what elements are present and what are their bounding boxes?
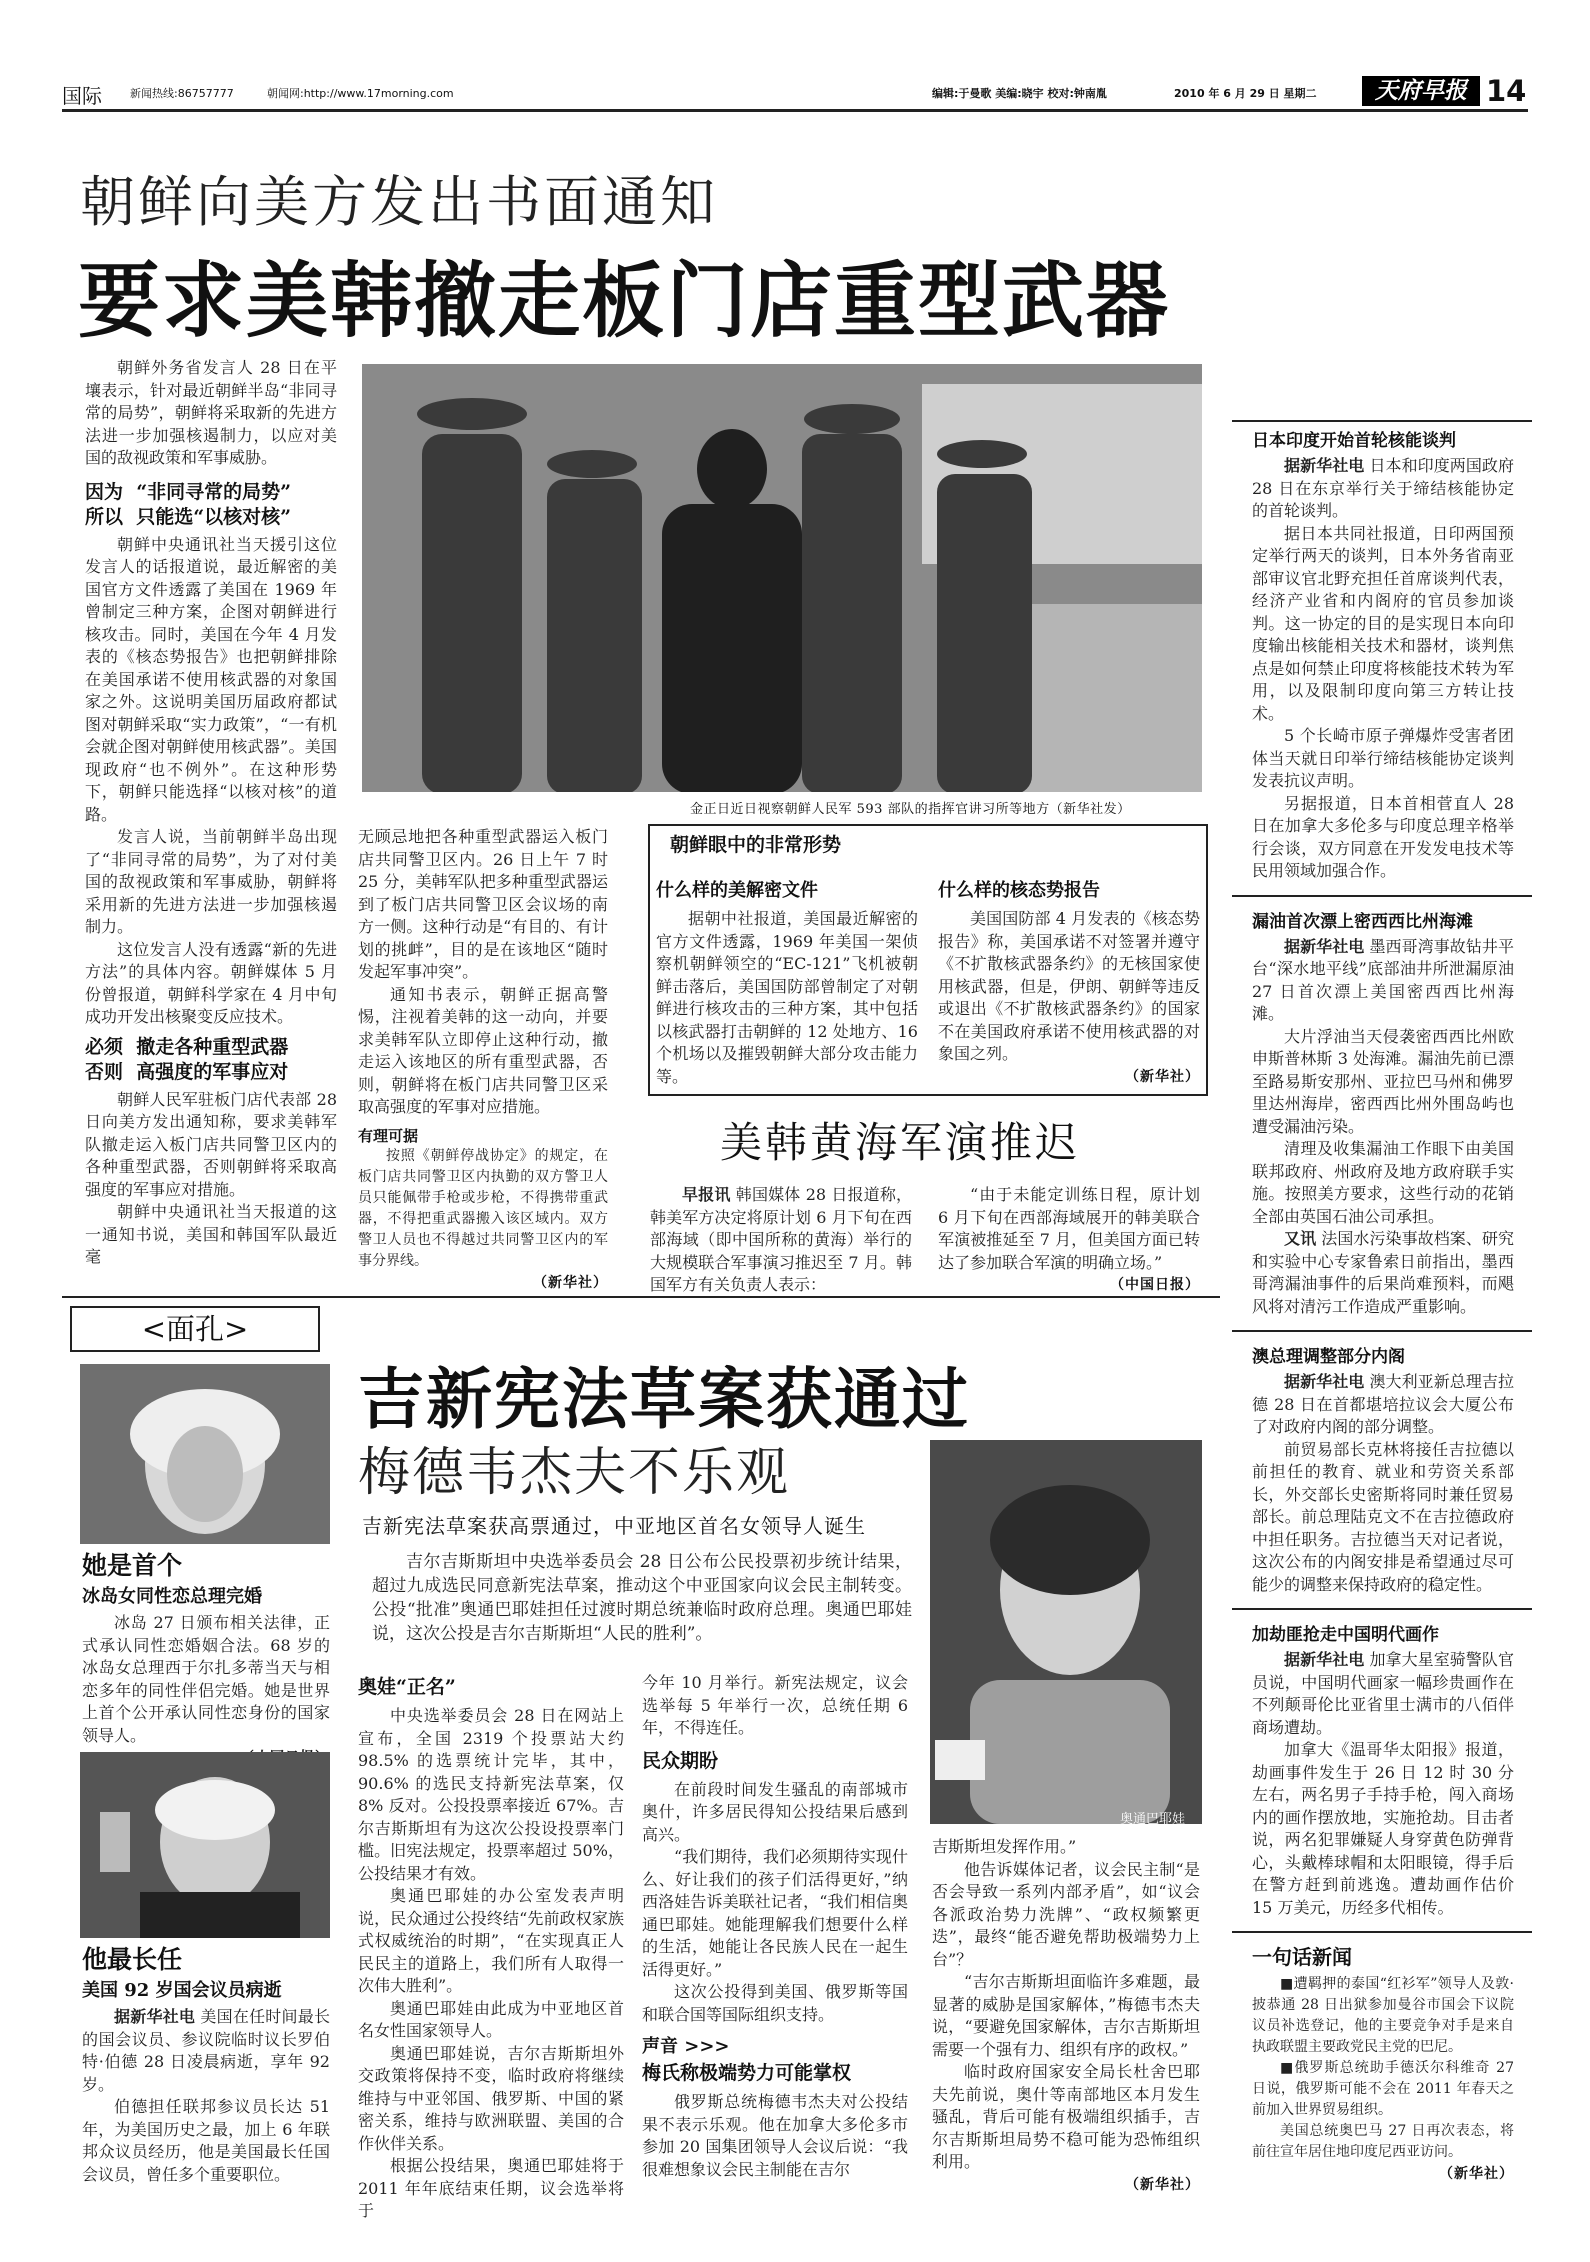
brief1-title: 日本印度开始首轮核能谈判 xyxy=(1252,431,1456,451)
faces-h2: 他最长任 xyxy=(82,1945,183,1974)
sub2-c: 否则 xyxy=(85,1060,124,1083)
para1: 朝鲜中央通讯社当天援引这位发言人的话报道说，最近解密的美国官方文件透露了美国在 1969 年曾制定三种方案，企图对朝鲜进行核攻击。同时，美国在今年 4 月发表的《核态势报告》也把朝鲜排除在美国承诺不使用核武器的对象国家之外。这说明美国历届政府都试图对朝鲜采取“实力政策”，“一有机会就企图对朝鲜使用核武器”。美国现政府“也不例外”。在这种形势下，朝鲜只能选择“以核对核”的道路。 xyxy=(85,534,337,824)
faces-t1: 冰岛 27 日颁布相关法律，正式承认同性恋婚姻合法。68 岁的冰岛女总理西于尔扎多蒂当天与相恋多年的同性伴侣完婚。她是世界上首个公开承认同性恋身份的国家领导人。 xyxy=(82,1613,330,1745)
kg-c3b: 他告诉媒体记者，议会民主制“是否会导致一系列内部矛盾”，如“议会各派政治势力洗牌”、“政权频繁更迭”，最终“能否避免帮助极端势力上台”？ xyxy=(932,1859,1200,1969)
oneline-e3: 美国总统奥巴马 27 日再次表态，将前往宣年居住地印度尼西亚访问。 xyxy=(1252,2123,1514,2160)
kg-col3 xyxy=(932,1836,1200,2194)
para4: 朝鲜人民军驻板门店代表部 28 日向美方发出通知称，要求美韩军队撤走运入板门店共同警卫区内的各种重型武器，否则朝鲜将采取高强度的军事应对措施。 xyxy=(85,1089,337,1199)
kg-c3d: 临时政府国家安全局长杜舍巴耶夫先前说，奥什等南部地区本月发生骚乱，背后可能有极端组织插手，吉尔吉斯斯坦局势不稳可能为恐怖组织利用。 xyxy=(932,2062,1200,2171)
drill-lead: 早报讯 xyxy=(682,1185,731,1204)
brief2-b3: 清理及收集漏油工作眼下由美国联邦政府、州政府及地方政府联手实施。按照美方要求，这些行动的花销全部由英国石油公司承担。 xyxy=(1252,1139,1514,1226)
drill-col1 xyxy=(650,1184,912,1297)
kg-c2c: “我们期待，我们必须期待实现什么、好让我们的孩子们活得更好，”纳西洛娃告诉美联社记者，“我们相信奥通巴耶娃。她能理解我们想要什么样的生活，她能让各民族人民在一起生活得更好。” xyxy=(642,1847,908,1979)
brief2-b4-text: 法国水污染事故档案、研究和实验中心专家鲁索日前指出，墨西哥湾漏油事件的后果尚难预料，而飓风将对清污工作造成严重影响。 xyxy=(1252,1229,1514,1316)
sidebar-t1: 据朝中社报道，美国最近解密的官方文件透露，1969 年美国一架侦察机朝鲜领空的“EC-121”飞机被朝鲜击落后，美国国防部曾制定了对朝鲜进行核攻击的三种方案，其中包括以核武器打击朝鲜的 12 处地方、16 个机场以及摧毁朝鲜大部分攻击能力等。 xyxy=(656,909,918,1086)
brief4-d1 xyxy=(1252,1649,1514,1739)
sidebar-t2: 美国国防部 4 月发表的《核态势报告》称，美国承诺不对签署并遵守《不扩散核武器条约》的无核国家使用核武器，但是，伊朗、朝鲜等违反或退出《不扩散核武器条约》的国家不在美国政府承诺不使用核武器的对象国之列。 xyxy=(938,909,1200,1063)
brief2-lead2: 又讯 xyxy=(1284,1229,1317,1248)
credit-main: （新华社） xyxy=(533,1274,608,1291)
brief2-title: 漏油首次漂上密西西比州海滩 xyxy=(1252,911,1473,932)
brief4-d1-text: 加拿大星室骑警队官员说，中国明代画家一幅珍贵画作在不列颠哥伦比亚省里士满市的八佰伴商场遭劫。 xyxy=(1252,1650,1514,1737)
editors: 编辑:于曼歌 美编:晓宇 校对:钟南胤 xyxy=(932,87,1107,100)
kg-photo xyxy=(930,1440,1202,1824)
header-bar xyxy=(62,74,1528,108)
main-col1 xyxy=(85,357,337,1269)
faces-label: <面孔> xyxy=(70,1306,320,1352)
kg-sub: 梅德韦杰夫不乐观 xyxy=(358,1443,791,1503)
kicker: 朝鲜向美方发出书面通知 xyxy=(80,170,719,234)
right-column xyxy=(1252,426,1514,2183)
para5: 朝鲜中央通讯社当天报道的这一通知书说，美国和韩国军队最近毫 xyxy=(85,1202,337,1266)
kg-photo-caption: 奥通巴耶娃 xyxy=(1120,1812,1186,1827)
drill-col2 xyxy=(938,1184,1200,1294)
faces-lead2: 据新华社电 xyxy=(114,2007,196,2026)
sidebar-h2: 什么样的核态势报告 xyxy=(938,880,1100,901)
sidebar-title: 朝鲜眼中的非常形势 xyxy=(664,830,847,857)
brief2-b1 xyxy=(1252,936,1514,1026)
right-col-rule xyxy=(1232,420,1532,422)
kg-c1d: 奥通巴耶娃说，吉尔吉斯斯坦外交政策将保持不变，临时政府将继续维持与中亚邻国、俄罗斯、中国的紧密关系，维持与欧洲联盟、美国的合作伙伴关系。 xyxy=(358,2043,624,2153)
faces-t3: 伯德担任联邦参议员长达 51 年，为美国历史之最，加上 6 年联邦众议员经历，他是美国最长任国会议员，曾任多个重要职位。 xyxy=(82,2097,330,2184)
sub2-a: 必须 xyxy=(85,1035,124,1058)
main-col2 xyxy=(358,826,608,1292)
para6: 无顾忌地把各种重型武器运入板门店共同警卫区内。26 日上午 7 时 25 分，美韩军队把多种重型武器运到了板门店共同警卫区会议场的南方一侧。这种行动是“有目的、有计划的挑衅”，目的是在该地区“随时发起军事冲突”。 xyxy=(358,827,608,981)
kg-h3b: 梅氏称极端势力可能掌权 xyxy=(642,2062,852,2084)
kg-h1: 奥娃“正名” xyxy=(358,1676,456,1698)
kg-c2d: 这次公投得到美国、俄罗斯等国和联合国等国际组织支持。 xyxy=(642,1982,908,2024)
kg-c1b: 奥通巴耶娃的办公室发表声明说，民众通过公投终结“先前政权家族式权威统治的时期”，“在实现真正人民民主的道路上，我们所有人取得一次伟大胜利”。 xyxy=(358,1886,624,1995)
sub1-c: 所以 xyxy=(85,505,124,528)
box-title: 有理可据 xyxy=(358,1126,419,1145)
kg-c2b: 在前段时间发生骚乱的南部城市奥什，许多居民得知公投结果后感到高兴。 xyxy=(642,1779,908,1844)
website: 朝闻网:http://www.17morning.com xyxy=(267,87,454,100)
brief4-title: 加劫匪抢走中国明代画作 xyxy=(1252,1625,1439,1645)
brief2-lead: 据新华社电 xyxy=(1284,936,1365,956)
para3: 这位发言人没有透露“新的先进方法”的具体内容。朝鲜媒体 5 月份曾报道，朝鲜科学家在 4 月中旬成功开发出核聚变反应技术。 xyxy=(85,939,337,1026)
faces-s2: 美国 92 岁国会议员病逝 xyxy=(82,1980,282,2001)
sidebar-col2 xyxy=(938,876,1200,1086)
brief3-c2: 前贸易部长克林将接任吉拉德以前担任的教育、就业和劳资关系部长，外交部长史密斯将同时兼任贸易部长。前总理陆克文不在吉拉德政府中担任职务。吉拉德当天对记者说，这次公布的内阁安排是希望通过尽可能少的调整来保持政府的稳定性。 xyxy=(1252,1439,1514,1594)
brief1-a2: 据日本共同社报道，日印两国预定举行两天的谈判，日本外务省南亚部审议官北野充担任首席谈判代表，经济产业省和内阁府的官员参加谈判。这一协定的目的是实现日本向印度输出核能相关技术和器材，谈判焦点是如何禁止印度将核能技术转为军用，以及限制印度向第三方转让技术。 xyxy=(1252,523,1514,723)
photo-caption: 金正日近日视察朝鲜人民军 593 部队的指挥官讲习所等地方（新华社发） xyxy=(690,802,1131,817)
section-divider xyxy=(62,1296,1220,1298)
brief3-c1 xyxy=(1252,1371,1514,1439)
kg-c1c: 奥通巴耶娃由此成为中亚地区首名女性国家领导人。 xyxy=(358,1998,624,2040)
sub2-d: 高强度的军事应对 xyxy=(136,1060,289,1083)
oneline-e2: ■俄罗斯总统助手德沃尔科维奇 27 日说，俄罗斯可能不会在 2011 年春天之前加入世界贸易组织。 xyxy=(1252,2060,1514,2118)
section-label: 国际 xyxy=(62,84,102,108)
faces-story2 xyxy=(82,1940,330,2186)
faces-h1: 她是首个 xyxy=(82,1551,183,1580)
faces-story1 xyxy=(82,1546,330,1767)
kg-c1a: 中央选举委员会 28 日在网站上宣布，全国 2319 个投票站大约 98.5% 的选票统计完毕，其中，90.6% 的选民支持新宪法草案，仅 8% 反对。公投投票率接近 67%。吉尔吉斯斯坦有为这次公投设投票率门槛。旧宪法规定，投票率超过 50%，公投结果才有效。 xyxy=(358,1706,624,1883)
sidebar-col1 xyxy=(656,876,918,1088)
kg-c3c: “吉尔吉斯斯坦面临许多难题，最显著的威胁是国家解体，”梅德韦杰夫说，“要避免国家解体，吉尔吉斯斯坦需要一个强有力、组织有序的政权。” xyxy=(932,1972,1200,2059)
oneline-title: 一句话新闻 xyxy=(1252,1945,1352,1969)
headline: 要求美韩撤走板门店重型武器 xyxy=(78,254,1171,349)
brief1-a1-text: 日本和印度两国政府 28 日在东京举行关于缔结核能协定的首轮谈判。 xyxy=(1252,456,1514,520)
face-photo-2 xyxy=(80,1752,330,1938)
brief2-b2: 大片浮油当天侵袭密西西比州欧申斯普林斯 3 处海滩。漏油先前已漂至路易斯安那州、亚拉巴马州和佛罗里达州海岸，密西西比州外围岛屿也遭受漏油污染。 xyxy=(1252,1026,1514,1136)
kg-deck: 吉新宪法草案获高票通过，中亚地区首名女领导人诞生 xyxy=(362,1514,866,1538)
sub1-d: 只能选“以核对核” xyxy=(136,505,292,528)
sub1 xyxy=(85,480,337,530)
kg-lead-block xyxy=(372,1550,912,1646)
faces-t2 xyxy=(82,2006,330,2096)
kg-h2: 民众期盼 xyxy=(642,1749,719,1772)
brief-divider-3 xyxy=(1232,1608,1532,1610)
faces-s1: 冰岛女同性恋总理完婚 xyxy=(82,1586,262,1607)
brief3-c1-text: 澳大利亚新总理吉拉德 28 日在首都堪培拉议会大厦公布了对政府内阁的部分调整。 xyxy=(1252,1372,1514,1436)
sub2-b: 撤走各种重型武器 xyxy=(136,1035,289,1058)
photo-figures-illustration xyxy=(362,364,1202,792)
brief3-lead: 据新华社电 xyxy=(1284,1372,1365,1391)
brief4-d2: 加拿大《温哥华太阳报》报道，劫画事件发生于 26 日 12 时 30 分左右，两名男子手持手枪，闯入商场内的画作摆放地，实施抢劫。目击者说，两名犯罪嫌疑人身穿黄色防弹背心，头戴棒球帽和太阳眼镜，得手后在警方赶到前逃逸。遭劫画作估价 15 万美元，历经多代相传。 xyxy=(1252,1740,1514,1917)
drill-headline: 美韩黄海军演推迟 xyxy=(720,1118,1081,1167)
kg-headline: 吉新宪法草案获通过 xyxy=(358,1361,970,1438)
kg-c1e: 根据公投结果，奥通巴耶娃将于 2011 年年底结束任期，议会选举将于 xyxy=(358,2156,624,2220)
brief1-a4: 另据报道，日本首相菅直人 28 日在加拿大多伦多与印度总理辛格举行会谈，双方同意在开发发电技术等民用领域加强合作。 xyxy=(1252,793,1514,880)
brief1-a3: 5 个长崎市原子弹爆炸受害者团体当天就日印举行缔结核能协定谈判发表抗议声明。 xyxy=(1252,726,1514,790)
sub1-a: 因为 xyxy=(85,480,124,503)
oneline-credit: （新华社） xyxy=(1439,2166,1514,2182)
kg-credit: （新华社） xyxy=(1125,2176,1200,2193)
kg-col2 xyxy=(642,1672,908,2181)
brief1-lead: 据新华社电 xyxy=(1284,456,1365,475)
sub2 xyxy=(85,1035,337,1085)
box-text: 按照《朝鲜停战协定》的规定，在板门店共同警卫区内执勤的双方警卫人员只能佩带手枪或步枪，不得携带重武器，不得把重武器搬入该区域内。双方警卫人员也不得越过共同警卫区内的军事分界线。 xyxy=(358,1147,608,1269)
brief1-a1 xyxy=(1252,455,1514,523)
kg-lead: 吉尔吉斯斯坦中央选举委员会 28 日公布公民投票初步统计结果，超过九成选民同意新宪法草案，推动这个中亚国家向议会民主制转变。公投“批准”奥通巴耶娃担任过渡时期总统兼临时政府总理。奥通巴耶娃说，这次公投是吉尔吉斯斯坦“人民的胜利”。 xyxy=(372,1552,912,1644)
kg-col1 xyxy=(358,1672,624,2223)
para7: 通知书表示，朝鲜正据高警惕，注视着美韩的这一动向，并要求美韩军队立即停止这种行动，撤走运入该地区的所有重型武器，否则，朝鲜将在板门店共同警卫区采取高强度的军事对应措施。 xyxy=(358,984,608,1116)
drill-t1: 韩国媒体 28 日报道称，韩美军方决定将原计划 6 月下旬在西部海域（即中国所称的黄海）举行的大规模联合军事演习推迟至 7 月。韩国军方有关负责人表示： xyxy=(650,1185,912,1294)
kg-c2a: 今年 10 月举行。新宪法规定，议会选举每 5 年举行一次，总统任期 6 年，不得连任。 xyxy=(642,1673,908,1737)
brief4-lead: 据新华社电 xyxy=(1284,1650,1365,1669)
oneline-e1: ■遭羁押的泰国“红衫军”领导人及敦·披恭通 28 日出狱参加曼谷市国会下议院议员补选登记，他的主要竞争对手是来自执政联盟主要政党民主党的巴尼。 xyxy=(1252,1976,1514,2055)
drill-text1 xyxy=(650,1184,912,1297)
header-rule xyxy=(62,109,1528,112)
kg-c2e: 俄罗斯总统梅德韦杰夫对公投结果不表示乐观。他在加拿大多伦多市参加 20 国集团领导人会议后说：“我很难想象议会民主制能在吉尔 xyxy=(642,2092,908,2179)
brief-divider-1 xyxy=(1232,895,1532,897)
main-photo xyxy=(362,364,1202,792)
intro: 朝鲜外务省发言人 28 日在平壤表示，针对最近朝鲜半岛“非同寻常的局势”，朝鲜将采取新的先进方法进一步加强核遏制力，以应对美国的敌视政策和军事威胁。 xyxy=(85,358,337,467)
brief2-b4 xyxy=(1252,1228,1514,1318)
brief-divider-2 xyxy=(1232,1330,1532,1332)
hotline: 新闻热线:86757777 xyxy=(130,87,234,100)
date: 2010 年 6 月 29 日 星期二 xyxy=(1174,87,1317,100)
sub1-b: “非同寻常的局势” xyxy=(136,480,292,503)
para2: 发言人说，当前朝鲜半岛出现了“非同寻常的局势”，为了对付美国的敌视政策和军事威胁，朝鲜将采用新的先进方法进一步加强核遏制力。 xyxy=(85,827,337,936)
drill-t2: “由于未能定训练日程，原计划 6 月下旬在西部海域展开的韩美联合军演被推延至 7 月，但美国方面已转达了参加联合军演的明确立场。” xyxy=(938,1185,1200,1272)
sidebar-credit: （新华社） xyxy=(1125,1068,1200,1085)
paper-logo: 天府早报 xyxy=(1362,76,1480,106)
faces-t2-body: 美国在任时间最长的国会议员、参议院临时议长罗伯特·伯德 28 日凌晨病逝，享年 92 岁。 xyxy=(82,2007,330,2094)
brief2-b1-text: 墨西哥湾事故钻井平台“深水地平线”底部油井所泄漏原油 27 日首次漂上美国密西西比州海滩。 xyxy=(1252,936,1514,1023)
kg-h3a: 声音 >>> xyxy=(642,2036,730,2057)
brief-divider-4 xyxy=(1232,1931,1532,1933)
brief3-title: 澳总理调整部分内阁 xyxy=(1252,1347,1405,1367)
page-number: 14 xyxy=(1486,74,1527,108)
sidebar-h1: 什么样的美解密文件 xyxy=(656,880,818,901)
drill-credit: （中国日报） xyxy=(1110,1277,1200,1293)
face-photo-1 xyxy=(80,1364,330,1544)
kg-c3a: 吉斯斯坦发挥作用。” xyxy=(932,1837,1077,1856)
